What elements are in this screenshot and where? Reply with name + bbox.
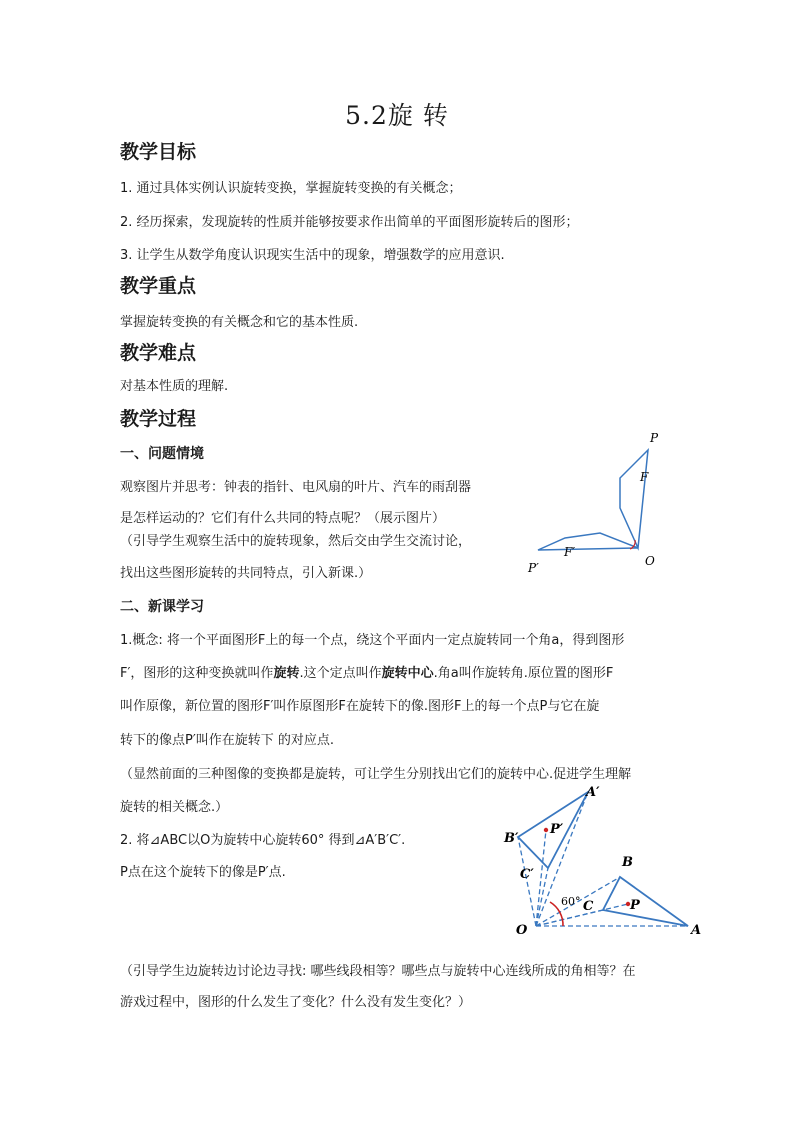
label-c: C [583, 899, 594, 914]
concept-line: 叫作原像，新位置的图形F′叫作原图形F在旋转下的像.图形F上的每一个点P与它在旋 [120, 699, 600, 714]
objective-item: 3. 让学生从数学角度认识现实生活中的现象，增强数学的应用意识. [120, 248, 505, 263]
guide-line: （引导学生边旋转边讨论边寻找: 哪些线段相等？哪些点与旋转中心连线所成的角相等？在 [120, 964, 636, 979]
rotation-figure-2 [498, 780, 718, 945]
concept-line: 转下的像点P′叫作在旋转下 的对应点. [120, 733, 335, 748]
label-a-prime: A′ [586, 785, 600, 800]
label-o: O [516, 923, 528, 938]
label-p-prime: P′ [550, 822, 564, 837]
dashed-connectors [518, 792, 688, 926]
concept-text: .这个定点叫作 [299, 666, 382, 681]
label-p-prime: P′ [528, 561, 539, 575]
label-angle: 60° [561, 895, 581, 908]
shape-f [620, 450, 648, 548]
concept-line: 1.概念: 将一个平面图形F上的每一个点，绕这个平面内一定点旋转同一个角a，得到图形 [120, 633, 625, 648]
difficulties-text: 对基本性质的理解. [120, 379, 229, 394]
concept-text: .角a叫作旋转角.原位置的图形F [433, 666, 614, 681]
concept-text: F′，图形的这种变换就叫作 [120, 666, 274, 681]
note-line: （显然前面的三种图像的变换都是旋转，可让学生分别找出它们的旋转中心.促进学生理解 [120, 767, 632, 782]
problem-line: （引导学生观察生活中的旋转现象，然后交由学生交流讨论， [120, 534, 472, 549]
label-c-prime: C′ [520, 867, 534, 882]
concept-line [120, 662, 613, 681]
example-line: 2. 将⊿ABC以O为旋转中心旋转60° 得到⊿A′B′C′. [120, 833, 406, 848]
example-line: P点在这个旋转下的像是P′点. [120, 865, 286, 880]
label-f: F [640, 470, 649, 484]
term-rotation-center: 旋转中心 [381, 666, 434, 681]
label-b-prime: B′ [504, 831, 519, 846]
objective-item: 2. 经历探索，发现旋转的性质并能够按要求作出简单的平面图形旋转后的图形； [120, 215, 579, 230]
label-p: P [630, 898, 640, 913]
problem-line: 找出这些图形旋转的共同特点，引入新课.） [120, 566, 372, 581]
label-b: B [622, 855, 633, 870]
guide-line: 游戏过程中，图形的什么发生了变化？什么没有发生变化？） [120, 995, 472, 1010]
key-points-text: 掌握旋转变换的有关概念和它的基本性质. [120, 315, 359, 330]
label-o: O [645, 554, 655, 568]
heading-objectives: 教学目标 [120, 141, 197, 163]
term-rotation: 旋转 [273, 666, 300, 681]
label-a: A [691, 923, 702, 938]
triangle-abc [603, 877, 688, 926]
label-f-prime: F′ [564, 545, 576, 559]
label-p: P [650, 431, 659, 445]
heading-new-lesson: 二、新课学习 [120, 599, 204, 615]
problem-line: 观察图片并思考：钟表的指针、电风扇的叶片、汽车的雨刮器 [120, 480, 472, 495]
heading-key-points: 教学重点 [120, 275, 197, 297]
point-p-prime [544, 828, 548, 832]
heading-process: 教学过程 [120, 408, 197, 430]
shape-f-prime [538, 533, 638, 550]
problem-line: 是怎样运动的？它们有什么共同的特点呢？（展示图片） [120, 511, 446, 526]
heading-difficulties: 教学难点 [120, 342, 197, 364]
note-line: 旋转的相关概念.） [120, 800, 229, 815]
page-title: 5.2旋 转 [345, 101, 449, 130]
rotation-figure-1 [520, 428, 670, 578]
heading-problem-situation: 一、问题情境 [120, 446, 204, 462]
objective-item: 1. 通过具体实例认识旋转变换，掌握旋转变换的有关概念； [120, 181, 462, 196]
